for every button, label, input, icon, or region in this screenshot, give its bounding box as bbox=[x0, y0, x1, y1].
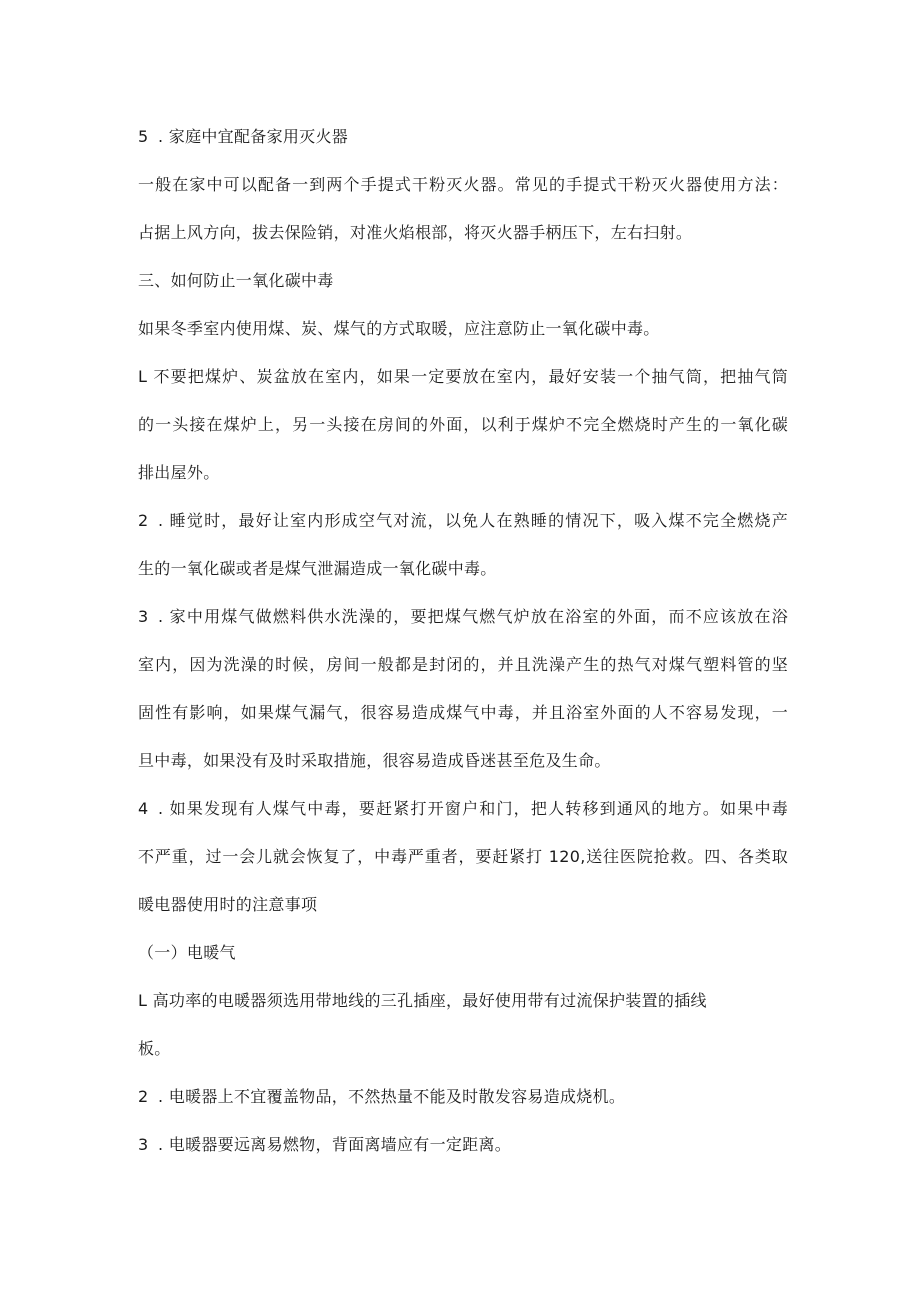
list-number: 5 bbox=[138, 127, 149, 146]
paragraph-line: 一般在家中可以配备一到两个手提式干粉灭火器。常见的手提式干粉灭火器使用方法： bbox=[138, 175, 788, 194]
paragraph-line: 暖电器使用时的注意事项 bbox=[138, 895, 318, 914]
list-number: 2 bbox=[138, 1087, 149, 1106]
list-number: 4 bbox=[138, 799, 149, 818]
paragraph-line: 排出屋外。 bbox=[138, 463, 220, 482]
paragraph-line: 不严重，过一会儿就会恢复了，中毒严重者，要赶紧打 120,送往医院抢救。四、各类取 bbox=[138, 847, 788, 866]
list-item: 2 . 电暖器上不宜覆盖物品，不然热量不能及时散发容易造成烧机。 bbox=[138, 1085, 788, 1109]
item-5-heading: 5 . 家庭中宜配备家用灭火器 bbox=[138, 125, 788, 149]
list-number: 3 bbox=[138, 1135, 149, 1154]
subsection-heading: （一）电暖气 bbox=[138, 943, 236, 962]
list-item: 3 . 电暖器要远离易燃物，背面离墙应有一定距离。 bbox=[138, 1133, 788, 1157]
list-item: 3 . 家中用煤气做燃料供水洗澡的，要把煤气燃气炉放在浴室的外面，而不应该放在浴 bbox=[138, 605, 788, 629]
list-number: 3 bbox=[138, 607, 149, 626]
paragraph-line: 占据上风方向，拔去保险销，对准火焰根部，将灭火器手柄压下，左右扫射。 bbox=[138, 223, 693, 242]
paragraph-line: 固性有影响，如果煤气漏气，很容易造成煤气中毒，并且浴室外面的人不容易发现，一 bbox=[138, 703, 788, 722]
paragraph-line: 生的一氧化碳或者是煤气泄漏造成一氧化碳中毒。 bbox=[138, 559, 497, 578]
paragraph-line: 板。 bbox=[138, 1039, 171, 1058]
list-item: 4 . 如果发现有人煤气中毒，要赶紧打开窗户和门，把人转移到通风的地方。如果中毒 bbox=[138, 797, 788, 821]
paragraph-line: 如果冬季室内使用煤、炭、煤气的方式取暖，应注意防止一氧化碳中毒。 bbox=[138, 319, 660, 338]
paragraph-line: L 不要把煤炉、炭盆放在室内，如果一定要放在室内，最好安装一个抽气筒，把抽气筒 bbox=[138, 367, 788, 386]
paragraph-line: 室内，因为洗澡的时候，房间一般都是封闭的，并且洗澡产生的热气对煤气塑料管的坚 bbox=[138, 655, 788, 674]
paragraph-line: 的一头接在煤炉上，另一头接在房间的外面，以利于煤炉不完全燃烧时产生的一氧化碳 bbox=[138, 415, 788, 434]
paragraph-line: L 高功率的电暖器须选用带地线的三孔插座，最好使用带有过流保护装置的插线 bbox=[138, 991, 707, 1010]
list-number: 2 bbox=[138, 511, 149, 530]
section-heading: 三、如何防止一氧化碳中毒 bbox=[138, 271, 334, 290]
list-item: 2 . 睡觉时，最好让室内形成空气对流，以免人在熟睡的情况下，吸入煤不完全燃烧产 bbox=[138, 509, 788, 533]
paragraph-line: 旦中毒，如果没有及时采取措施，很容易造成昏迷甚至危及生命。 bbox=[138, 751, 611, 770]
